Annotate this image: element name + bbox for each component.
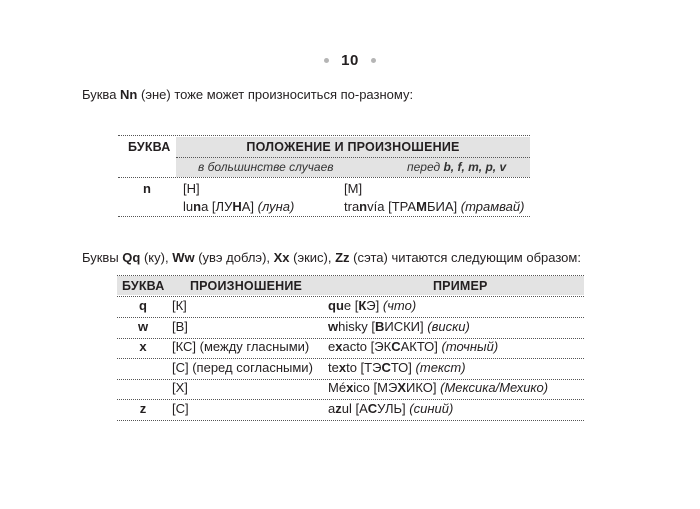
table1-row-letter: n: [143, 181, 151, 196]
table1-sub-right: [407, 160, 506, 174]
ex-highlight: x: [335, 339, 343, 354]
meaning: (Мексика/Мехико): [440, 380, 549, 395]
meaning: (трамвай): [460, 199, 525, 214]
ex-post: vía: [367, 199, 385, 214]
para2-letter-z: Zz: [335, 250, 350, 265]
tr-post: АКТО]: [400, 339, 442, 354]
table1-sub-left: в большинстве случаев: [198, 160, 334, 174]
tr-post: ТО]: [390, 359, 416, 375]
ex-pre: lu: [183, 199, 194, 214]
para2-text-1: Буквы: [82, 250, 123, 265]
meaning: (что): [382, 298, 417, 313]
table1-header-main: ПОЛОЖЕНИЕ И ПРОИЗНОШЕНИЕ: [246, 140, 460, 154]
para1-text-after: (эне) тоже может произноситься по-разному:: [137, 87, 414, 102]
ex-highlight: n: [193, 199, 202, 214]
tr-highlight: С: [367, 400, 378, 416]
ex-post: ul: [341, 400, 352, 416]
table2-row-pronunciation: [С] (перед согласными): [172, 359, 313, 375]
table1-right-sound: [М]: [344, 181, 363, 196]
table2-row-letter: x: [139, 339, 147, 354]
tr-post: ИСКИ]: [384, 318, 428, 334]
meaning: (луна): [257, 199, 295, 214]
tr-highlight: Х: [397, 380, 406, 395]
tr-post: А]: [241, 199, 258, 214]
ex-post: ico: [353, 380, 370, 395]
table2-row-pronunciation: [С]: [172, 400, 189, 416]
table1-left-sound: [Н]: [183, 181, 200, 196]
table2-header-band: [117, 276, 584, 295]
page-number-right-dot: [371, 58, 376, 63]
tr-pre: [: [351, 298, 359, 313]
table1-subheader-rule: [176, 157, 530, 158]
ex-pre: te: [328, 359, 339, 375]
tr-pre: [А: [351, 400, 368, 416]
tr-post: ИКО]: [406, 380, 441, 395]
table2-header-pron: ПРОИЗНОШЕНИЕ: [190, 279, 303, 293]
tr-highlight: М: [416, 199, 427, 214]
page-number-left-dot: [324, 58, 329, 63]
para2-letter-x: Xx: [273, 250, 290, 265]
ex-pre: Mé: [328, 380, 347, 395]
table2-header-example: ПРИМЕР: [433, 279, 488, 293]
meaning: (текст): [415, 359, 466, 375]
para2-text-4: (экис),: [289, 250, 336, 265]
intro-paragraph-n: [82, 87, 413, 103]
tr-pre: [ЭК: [367, 339, 392, 354]
meaning: (точный): [441, 339, 499, 354]
table2-row-example: [328, 339, 498, 355]
table1-right-example: [344, 199, 524, 215]
tr-highlight: С: [391, 339, 401, 354]
table2-row-pronunciation: [В]: [172, 318, 188, 334]
table2-header-bottom-rule: [117, 296, 584, 297]
ex-pre: tra: [344, 199, 360, 214]
table2-row-letter: z: [139, 400, 147, 416]
table2-row-pronunciation: [КС] (между гласными): [172, 339, 310, 354]
table1-header-letter: БУКВА: [128, 140, 171, 154]
table2-row-example: [328, 298, 416, 314]
tr-highlight: В: [374, 318, 385, 334]
table2-row-pronunciation: [К]: [172, 298, 187, 313]
table2-header-letter: БУКВА: [122, 279, 165, 293]
para2-letter-w: Ww: [172, 250, 195, 265]
tr-post: БИА]: [426, 199, 461, 214]
ex-highlight: w: [328, 318, 339, 334]
table2-row-letter: w: [137, 318, 149, 334]
tr-post: УЛЬ]: [377, 400, 410, 416]
ex-pre: a: [328, 400, 336, 416]
tr-pre: [ЛУ: [208, 199, 233, 214]
ex-highlight: n: [359, 199, 368, 214]
meaning: (синий): [409, 400, 454, 416]
ex-highlight: x: [338, 359, 347, 375]
table1-header-bottom-rule: [118, 177, 530, 178]
table1-left-example: [183, 199, 294, 215]
ex-highlight: x: [346, 380, 354, 395]
para1-letter: Nn: [120, 87, 138, 102]
table1-bottom-rule: [118, 216, 530, 217]
tr-post: Э]: [366, 298, 383, 313]
meaning: (виски): [427, 318, 470, 334]
ex-post: e: [343, 298, 352, 313]
para2-text-3: (увэ доблэ),: [194, 250, 274, 265]
ex-post: hisky: [338, 318, 368, 334]
table2-row-example: [328, 380, 548, 396]
para2-letter-q: Qq: [122, 250, 141, 265]
para2-text-5: (сэта) читаются следующим образом:: [349, 250, 581, 265]
tr-pre: [: [367, 318, 375, 334]
table2-row-example: [328, 401, 453, 417]
ex-highlight: z: [335, 400, 342, 416]
para2-text-2: (ку),: [140, 250, 173, 265]
ex-post: a: [201, 199, 209, 214]
tr-highlight: С: [381, 359, 391, 375]
ex-highlight: qu: [328, 298, 344, 313]
para1-text: Буква: [82, 87, 121, 102]
table2-row-pronunciation: [Х]: [172, 380, 188, 395]
table1-sub-right-letters: b, f, m, p, v: [443, 160, 507, 174]
table1-top-rule: [118, 135, 530, 136]
ex-pre: e: [328, 339, 336, 354]
table2-row-rule: [117, 420, 584, 421]
page-number-value: 10: [341, 52, 359, 69]
tr-pre: [ТЭ: [356, 359, 382, 375]
page-number: [0, 52, 700, 69]
table2-row-example: [328, 360, 466, 376]
tr-pre: [ТРА: [384, 199, 417, 214]
table2-row-example: [328, 319, 470, 335]
intro-paragraph-qwxz: [82, 250, 581, 266]
ex-post: to: [346, 359, 357, 375]
table2-row-letter: q: [139, 298, 147, 313]
ex-post: acto: [342, 339, 368, 354]
tr-highlight: Н: [232, 199, 242, 214]
table1-sub-right-prefix: перед: [407, 160, 444, 174]
tr-highlight: К: [358, 298, 367, 313]
tr-pre: [МЭ: [369, 380, 398, 395]
